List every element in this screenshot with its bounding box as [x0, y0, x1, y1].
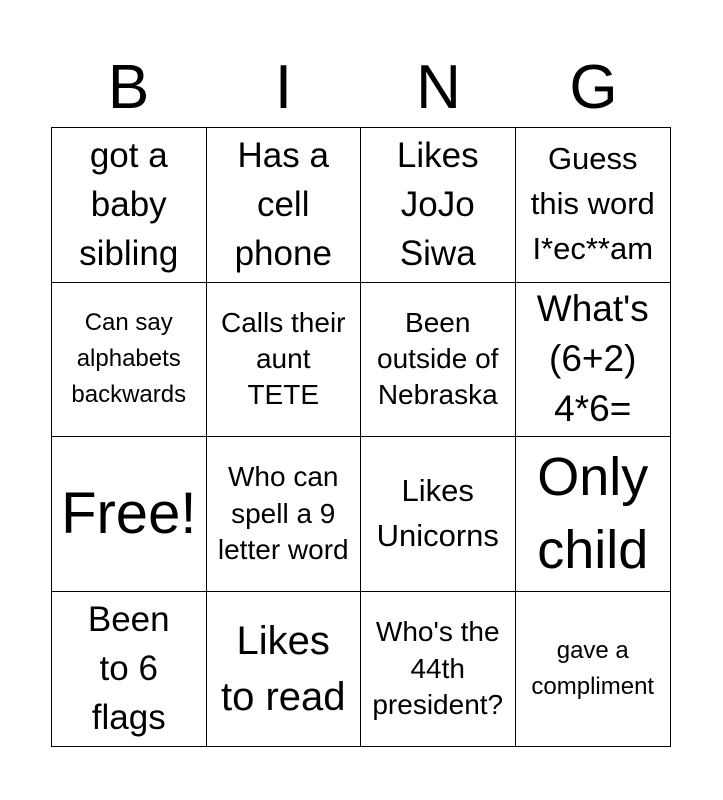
bingo-cell — [207, 437, 362, 592]
bingo-grid — [51, 127, 671, 747]
cell-text: Can say alphabets backwards — [71, 309, 187, 409]
cell-text: gave a compliment — [531, 636, 655, 700]
header-letter-b: B — [107, 53, 150, 122]
cell-text: Likes JoJo Siwa — [396, 136, 479, 274]
cell-text: Calls their aunt TETE — [221, 306, 346, 411]
bingo-cell — [207, 283, 362, 438]
cell-text: Who can spell a 9 letter word — [217, 461, 349, 565]
cell-text: Been to 6 flags — [87, 600, 170, 738]
bingo-cell — [361, 128, 516, 283]
bingo-cell — [52, 128, 207, 283]
cell-text: Been outside of Nebraska — [377, 306, 499, 411]
cell-text: Guess this word I*ec**am — [530, 141, 655, 267]
cell-text: Free! — [61, 480, 197, 546]
bingo-cell — [516, 437, 671, 592]
bingo-cell — [52, 283, 207, 438]
cell-text: got a baby sibling — [79, 136, 179, 274]
bingo-header — [51, 52, 671, 124]
bingo-cell — [516, 128, 671, 283]
bingo-cell — [361, 592, 516, 747]
bingo-cell — [516, 592, 671, 747]
cell-text: Only child — [537, 446, 649, 580]
header-letter-i: I — [274, 53, 293, 122]
bingo-cell — [52, 592, 207, 747]
cell-text: Likes to read — [220, 618, 346, 719]
cell-text: What's (6+2) 4*6= — [536, 288, 649, 430]
bingo-cell-free — [52, 437, 207, 592]
bingo-cell — [207, 128, 362, 283]
cell-text: Who's the 44th president? — [372, 616, 504, 720]
header-letter-n: N — [416, 53, 461, 122]
cell-text: Has a cell phone — [234, 136, 332, 274]
bingo-cell — [361, 437, 516, 592]
bingo-cell — [361, 283, 516, 438]
cell-text: Likes Unicorns — [376, 472, 499, 553]
bingo-cell — [516, 283, 671, 438]
bingo-cell — [207, 592, 362, 747]
header-letter-g: G — [569, 53, 618, 122]
